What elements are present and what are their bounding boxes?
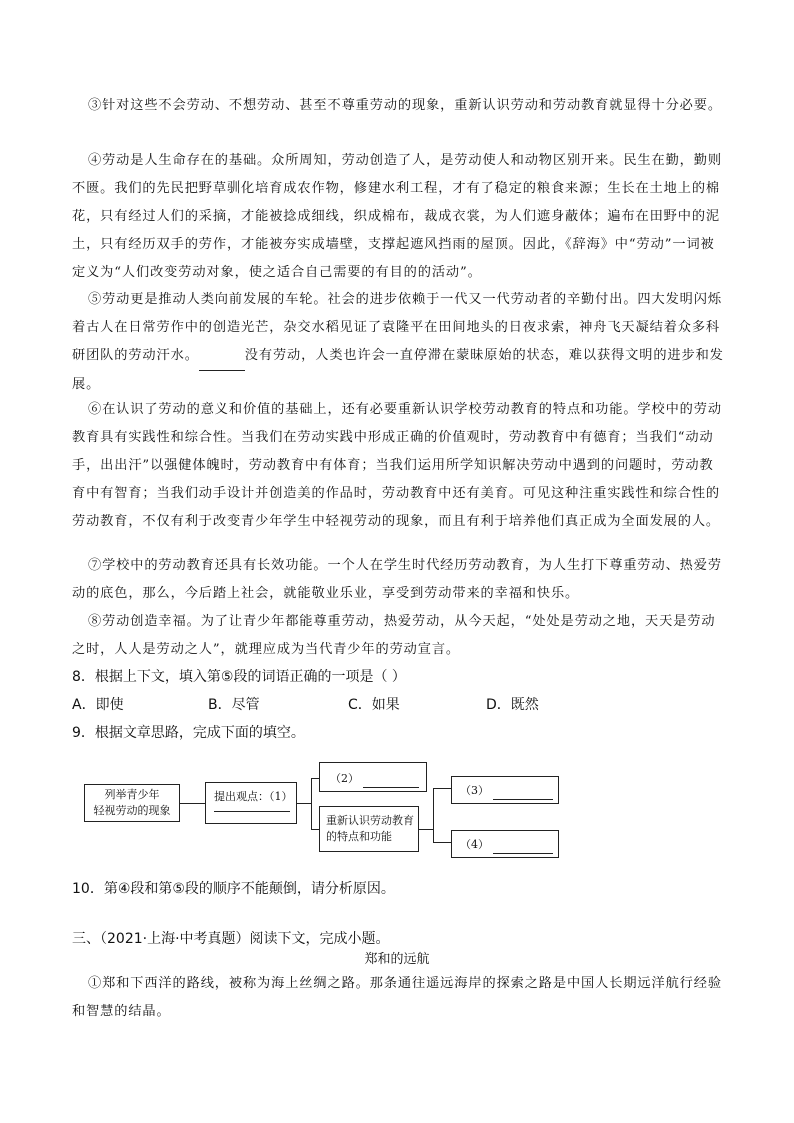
blank-3-line[interactable] <box>493 783 553 800</box>
paragraph-8: ⑧劳动创造幸福。为了让青少年都能尊重劳动，热爱劳动，从今天起，“处处是劳动之地，天天是劳动之时，人人是劳动之人”，就理应成为当代青少年的劳动宣言。 <box>72 614 716 657</box>
connector-1 <box>180 803 205 804</box>
connector-6 <box>419 829 433 830</box>
paragraph-4: ④劳动是人生命存在的基础。众所周知，劳动创造了人，是劳动使人和动物区别开来。民生在勤，勤则不匮。我们的先民把野草驯化培育成农作物，修建水利工程，才有了稳定的粮食来源；生长在土地上的棉花，只有经过人们的采摘，才能被捻成细线，织成棉布，裁成衣裳，为人们遮身蔽体；遍布在田野中的泥土，只有经历双手的劳作，才能被夯实成墙壁，支撑起遮风挡雨的屋顶。因此，《辞海》中“劳动”一词被定义为“人们改变劳动对象，使之适合自己需要的有目的的活动”。 <box>72 153 722 280</box>
blank-2-line[interactable] <box>363 771 419 788</box>
diagram-box-phenomenon-line1: 列举青少年 <box>104 788 160 801</box>
connector-9 <box>433 842 451 843</box>
diagram-box-education-line1: 重新认识劳动教育 <box>326 814 414 827</box>
q8-option-b[interactable]: B．尽管 <box>208 697 260 713</box>
diagram-box-education-line2: 的特点和功能 <box>326 830 392 843</box>
connector-8 <box>433 788 451 789</box>
paragraph-5 <box>72 286 724 399</box>
diagram-box-viewpoint-label: 提出观点：（1） <box>214 790 293 803</box>
connector-7 <box>433 788 434 842</box>
paragraph-7: ⑦学校中的劳动教育还具有长效功能。一个人在学生时代经历劳动教育，为人生打下尊重劳动、热爱劳动的底色，那么，今后踏上社会，就能敬业乐业，享受到劳动带来的幸福和快乐。 <box>72 558 722 601</box>
section-3-heading: 三、（2021·上海·中考真题）阅读下文，完成小题。 <box>72 931 390 947</box>
diagram-box-4-label: （4） <box>460 838 489 851</box>
connector-2 <box>297 803 311 804</box>
connector-3 <box>311 778 312 830</box>
section-3-paragraph-1: ①郑和下西洋的路线，被称为海上丝绸之路。那条通往遥远海岸的探索之路是中国人长期远洋航行经验和智慧的结晶。 <box>72 976 722 1019</box>
diagram-box-3-label: （3） <box>460 784 489 797</box>
article-title: 郑和的远航 <box>364 952 430 967</box>
paragraph-5-blank <box>199 342 245 371</box>
diagram-box-phenomenon <box>84 784 180 822</box>
diagram-box-viewpoint <box>205 782 297 824</box>
q8-option-a[interactable]: A．即使 <box>72 697 124 713</box>
diagram-box-2-label: （2） <box>330 772 359 785</box>
q8-option-d[interactable]: D．既然 <box>486 697 539 713</box>
connector-4 <box>311 778 319 779</box>
paragraph-3: ③针对这些不会劳动、不想劳动、甚至不尊重劳动的现象，重新认识劳动和劳动教育就显得十分必要。 <box>88 98 722 113</box>
diagram-box-3 <box>451 776 559 804</box>
paragraph-5-text-a: ⑤劳动更是推动人类向前发展的车轮。社会的进步依赖于一代又一代劳动者的辛勤付出。四大发明闪烁着古人在日常劳作中的创造光芒，杂交水稻见证了袁隆平在田间地头的日夜求索，神舟飞天凝结着众多科研团队的劳动汗水。 <box>72 292 722 363</box>
diagram-box-2 <box>319 762 427 792</box>
paragraph-5-text-b: 没有劳动，人类也许会一直停滞在蒙昧原始的状态，难以获得文明的进步和发展。 <box>72 348 724 392</box>
diagram-box-education <box>319 806 419 852</box>
question-9-stem: 9．根据文章思路，完成下面的填空。 <box>72 725 305 741</box>
paragraph-6: ⑥在认识了劳动的意义和价值的基础上，还有必要重新认识学校劳动教育的特点和功能。学校中的劳动教育具有实践性和综合性。当我们在劳动实践中形成正确的价值观时，劳动教育中有德育；当我们“动动手，出出汗”以强健体魄时，劳动教育中有体育；当我们运用所学知识解决劳动中遇到的问题时，劳动教育中有智育；当我们动手设计并创造美的作品时，劳动教育中还有美育。可见这种注重实践性和综合性的劳动教育，不仅有利于改变青少年学生中轻视劳动的现象，而且有利于培养他们真正成为全面发展的人。 <box>72 402 722 529</box>
question-10-stem: 10．第④段和第⑤段的顺序不能颠倒，请分析原因。 <box>72 881 395 897</box>
blank-4-line[interactable] <box>493 837 553 854</box>
diagram-box-4 <box>451 830 559 858</box>
diagram-box-phenomenon-line2: 轻视劳动的现象 <box>93 804 171 817</box>
connector-5 <box>311 829 319 830</box>
q8-option-c[interactable]: C．如果 <box>348 697 400 713</box>
question-8-stem: 8．根据上下文，填入第⑤段的词语正确的一项是（ ） <box>72 669 406 685</box>
blank-1-line[interactable] <box>214 811 290 812</box>
